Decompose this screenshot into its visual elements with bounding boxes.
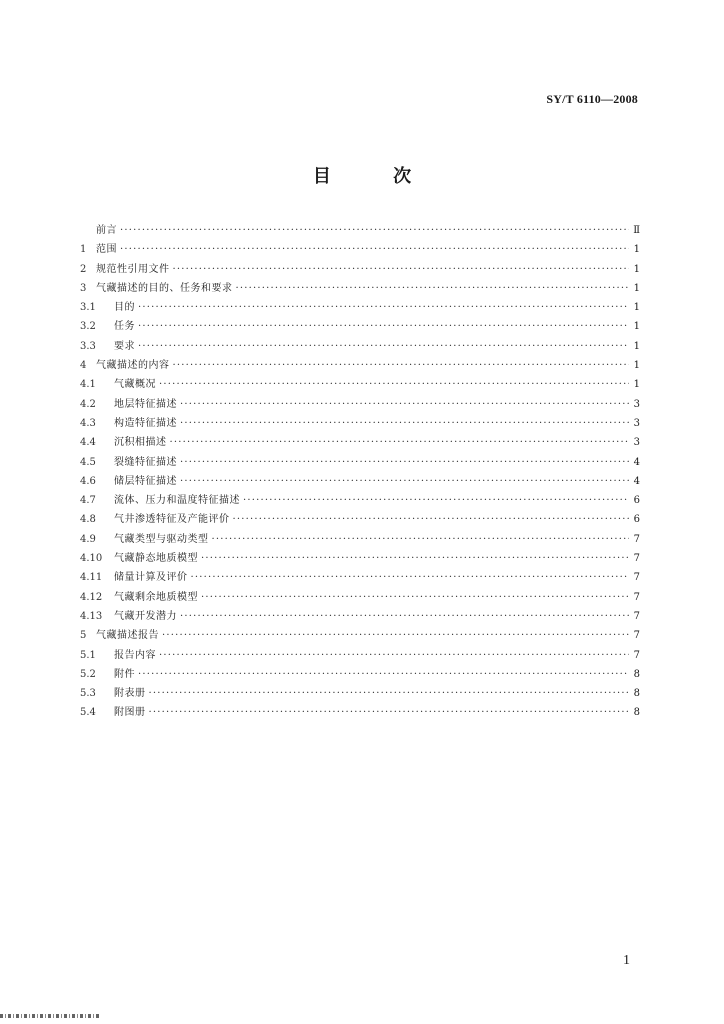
toc-entry-page: 7 [633,533,640,545]
toc-entry[interactable] [80,588,640,607]
toc-leader-dots [120,221,629,240]
toc-entry[interactable] [80,433,640,452]
toc-entry-page: 8 [633,707,640,719]
toc-leader-dots [201,549,629,568]
toc-leader-dots [173,356,630,375]
toc-leader-dots [180,472,629,491]
toc-leader-dots [212,530,630,549]
standard-code: SY/T 6110—2008 [546,92,638,106]
toc-leader-dots [138,665,629,684]
toc-entry-page: 1 [633,263,640,275]
toc-entry-label: 流体、压力和温度特征描述 [114,495,240,507]
toc-entry-page: 1 [633,244,640,256]
toc-entry-label: 气藏概况 [114,379,156,391]
toc-entry-number: 4.2 [80,398,96,410]
toc-entry-page: 7 [633,553,640,565]
toc-entry-number: 4.4 [80,437,96,449]
toc-leader-dots [138,337,629,356]
toc-entry[interactable] [80,626,640,645]
toc-entry-page: 6 [633,514,640,526]
toc-leader-dots [201,588,629,607]
toc-entry[interactable] [80,549,640,568]
toc-entry-page: 1 [633,282,640,294]
toc-entry-label: 附表册 [114,688,146,700]
toc-entry[interactable] [80,607,640,626]
toc-entry-number: 3.2 [80,321,96,333]
toc-entry-label: 要求 [114,340,135,352]
toc-entry-label: 地层特征描述 [114,398,177,410]
toc-entry[interactable] [80,472,640,491]
toc-entry-page: 8 [633,668,640,680]
toc-entry-number: 5.3 [80,688,96,700]
toc-entry-page: 8 [633,688,640,700]
toc-entry-label: 附图册 [114,707,146,719]
toc-entry-label: 气藏描述报告 [96,630,159,642]
toc-entry-label: 气藏描述的目的、任务和要求 [96,282,233,294]
toc-entry[interactable] [80,703,640,722]
toc-entry[interactable] [80,395,640,414]
toc-entry-label: 报告内容 [114,649,156,661]
toc-entry-page: 3 [633,437,640,449]
toc-entry[interactable] [80,375,640,394]
toc-entry[interactable] [80,260,640,279]
toc-entry-page: 6 [633,495,640,507]
toc-entry-label: 目的 [114,302,135,314]
toc-entry-number: 5.1 [80,649,96,661]
toc-entry[interactable] [80,317,640,336]
toc-leader-dots [180,453,629,472]
toc-entry-label: 裂缝特征描述 [114,456,177,468]
toc-leader-dots [149,684,630,703]
toc-entry[interactable] [80,356,640,375]
toc-entry-page: 3 [633,417,640,429]
toc-entry-number: 4.12 [80,591,103,603]
toc-entry-label: 储量计算及评价 [114,572,188,584]
toc-leader-dots [149,703,630,722]
toc-entry-number: 5 [80,630,87,642]
toc-entry[interactable] [80,646,640,665]
toc-entry-page: 1 [633,360,640,372]
toc-entry-number: 4.13 [80,610,103,622]
toc-entry-page: 1 [633,321,640,333]
toc-leader-dots [180,414,629,433]
scan-artifact [0,1014,100,1018]
toc-leader-dots [180,395,629,414]
page-title: 目 次 [312,166,440,187]
toc-leader-dots [159,375,629,394]
toc-entry-number: 3 [80,282,87,294]
toc-entry-page: 7 [633,630,640,642]
toc-entry-label: 气井渗透特征及产能评价 [114,514,230,526]
toc-entry[interactable] [80,491,640,510]
toc-entry[interactable] [80,568,640,587]
toc-entry[interactable] [80,337,640,356]
toc-leader-dots [191,568,630,587]
toc-entry-label: 气藏静态地质模型 [114,553,198,565]
toc-entry[interactable] [80,298,640,317]
toc-entry-number: 1 [80,244,87,256]
toc-entry-label: 储层特征描述 [114,475,177,487]
toc-leader-dots [173,260,630,279]
toc-entry-number: 4.7 [80,495,96,507]
toc-entry[interactable] [80,414,640,433]
toc-leader-dots [162,626,629,645]
toc-leader-dots [180,607,629,626]
toc-entry-number: 5.2 [80,668,96,680]
page-number: 1 [623,953,630,968]
toc-entry-page: 3 [633,398,640,410]
toc-entry-number: 3.3 [80,340,96,352]
toc-entry-label: 附件 [114,668,135,680]
toc-leader-dots [138,317,629,336]
toc-entry-number: 3.1 [80,302,96,314]
toc-entry-number: 4 [80,360,87,372]
toc-entry-label: 气藏描述的内容 [96,360,170,372]
toc-entry-page: Ⅱ [633,225,640,236]
toc-entry-page: 7 [633,649,640,661]
toc-leader-dots [120,240,629,259]
toc-leader-dots [243,491,629,510]
toc-entry[interactable] [80,453,640,472]
toc-entry-page: 1 [633,340,640,352]
toc-entry-page: 1 [633,302,640,314]
toc-entry-page: 7 [633,610,640,622]
toc-entry-label: 任务 [114,321,135,333]
toc-entry-number: 4.3 [80,417,96,429]
toc-entry-label: 规范性引用文件 [96,263,170,275]
toc-leader-dots [236,279,630,298]
toc-entry-number: 2 [80,263,87,275]
toc-entry-number: 4.5 [80,456,96,468]
toc-entry-number: 4.1 [80,379,96,391]
toc-entry-label: 沉积相描述 [114,437,167,449]
toc-entry-number: 4.8 [80,514,96,526]
toc-entry[interactable] [80,665,640,684]
toc-entry-number: 4.11 [80,572,103,584]
toc-leader-dots [233,510,630,529]
table-of-contents [80,221,640,723]
toc-entry-page: 4 [633,456,640,468]
toc-entry[interactable] [80,221,640,240]
toc-leader-dots [138,298,629,317]
toc-entry-number: 4.9 [80,533,96,545]
toc-entry[interactable] [80,510,640,529]
toc-entry-page: 7 [633,591,640,603]
toc-entry-number: 4.10 [80,553,103,565]
toc-entry-number: 5.4 [80,707,96,719]
toc-leader-dots [159,646,629,665]
toc-entry-label: 范围 [96,244,117,256]
toc-entry-label: 气藏类型与驱动类型 [114,533,209,545]
toc-entry-label: 前言 [96,225,117,236]
toc-entry[interactable] [80,684,640,703]
toc-entry-page: 7 [633,572,640,584]
toc-entry[interactable] [80,530,640,549]
toc-entry-page: 1 [633,379,640,391]
toc-entry-label: 构造特征描述 [114,417,177,429]
toc-entry-page: 4 [633,475,640,487]
toc-entry-label: 气藏剩余地质模型 [114,591,198,603]
toc-entry-number: 4.6 [80,475,96,487]
toc-leader-dots [170,433,630,452]
toc-entry-label: 气藏开发潜力 [114,610,177,622]
toc-entry[interactable] [80,279,640,298]
toc-entry[interactable] [80,240,640,259]
